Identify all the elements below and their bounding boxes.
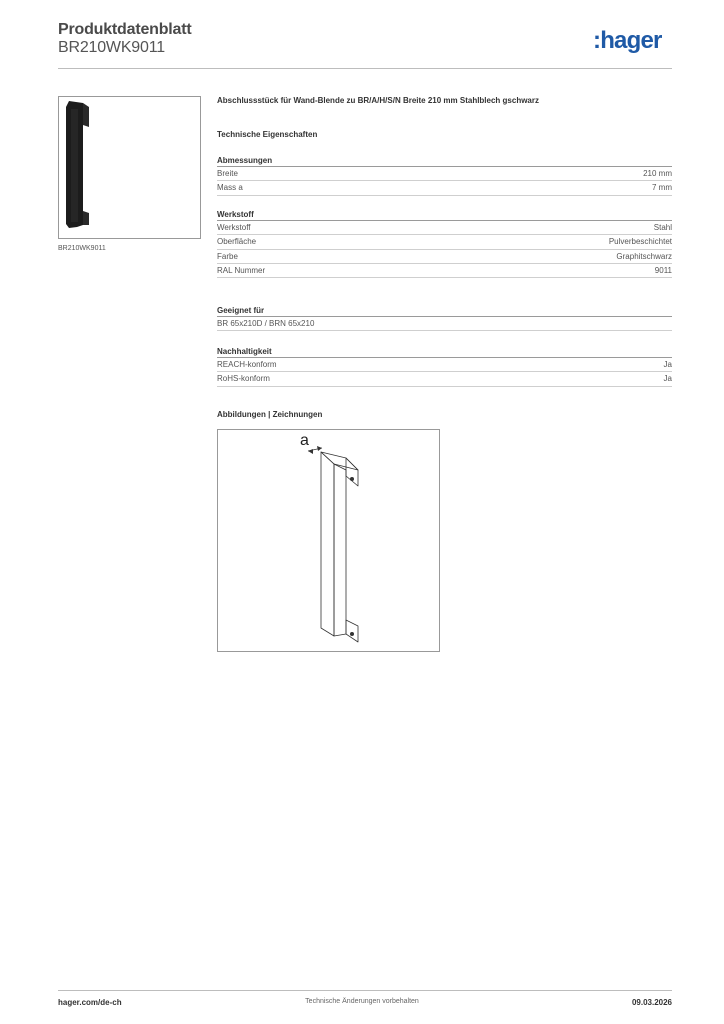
row-value: Ja	[663, 360, 672, 369]
table-row	[217, 317, 672, 331]
footer-notice: Technische Änderungen vorbehalten	[305, 998, 419, 1005]
tech-section-title: Technische Eigenschaften	[217, 130, 318, 139]
drawings-title: Abbildungen | Zeichnungen	[217, 410, 323, 419]
row-label: BR 65x210D / BRN 65x210	[217, 319, 315, 328]
group-title: Abmessungen	[217, 155, 672, 167]
row-label: Oberfläche	[217, 237, 257, 247]
table-row	[217, 372, 672, 386]
footer-date: 09.03.2026	[631, 998, 672, 1007]
group-werkstoff	[217, 209, 672, 278]
row-value: Graphitschwarz	[616, 251, 672, 261]
product-photo-icon	[59, 97, 200, 238]
footer-website-link[interactable]: hager.com/de-ch	[58, 998, 122, 1007]
row-label: Werkstoff	[217, 223, 251, 232]
group-title: Geeignet für	[217, 305, 672, 317]
product-image	[58, 96, 201, 239]
group-abmessungen	[217, 155, 672, 196]
row-label: Farbe	[217, 251, 238, 261]
row-label: RoHS-konform	[217, 374, 270, 384]
row-value: Stahl	[653, 223, 672, 232]
hager-logo[interactable]: :hager	[593, 27, 662, 54]
row-value: Pulverbeschichtet	[608, 237, 672, 247]
row-label: REACH-konform	[217, 360, 277, 369]
footer-divider	[58, 990, 672, 991]
row-value: 9011	[654, 265, 672, 275]
row-label: RAL Nummer	[217, 265, 266, 275]
bracket-drawing-icon	[218, 430, 439, 651]
group-title: Werkstoff	[217, 209, 672, 221]
group-geeignet	[217, 305, 672, 331]
table-row	[217, 235, 672, 249]
group-nachhaltigkeit	[217, 346, 672, 387]
group-title: Nachhaltigkeit	[217, 346, 672, 358]
table-row	[217, 167, 672, 181]
table-row	[217, 221, 672, 235]
row-label: Breite	[217, 169, 238, 178]
dimension-label: a	[300, 432, 309, 449]
row-value: 7 mm	[652, 183, 672, 193]
table-row	[217, 250, 672, 264]
image-caption: BR210WK9011	[58, 245, 106, 252]
table-row	[217, 358, 672, 372]
product-code: BR210WK9011	[58, 39, 165, 56]
product-description: Abschlussstück für Wand-Blende zu BR/A/H/S/N Breite 210 mm Stahlblech gschwarz	[217, 96, 539, 105]
row-label: Mass a	[217, 183, 243, 193]
page-title: Produktdatenblatt	[58, 21, 192, 38]
row-value: Ja	[663, 374, 672, 384]
table-row	[217, 181, 672, 195]
row-value: 210 mm	[643, 169, 672, 178]
table-row	[217, 264, 672, 278]
technical-drawing	[217, 429, 440, 652]
header-divider	[58, 68, 672, 69]
